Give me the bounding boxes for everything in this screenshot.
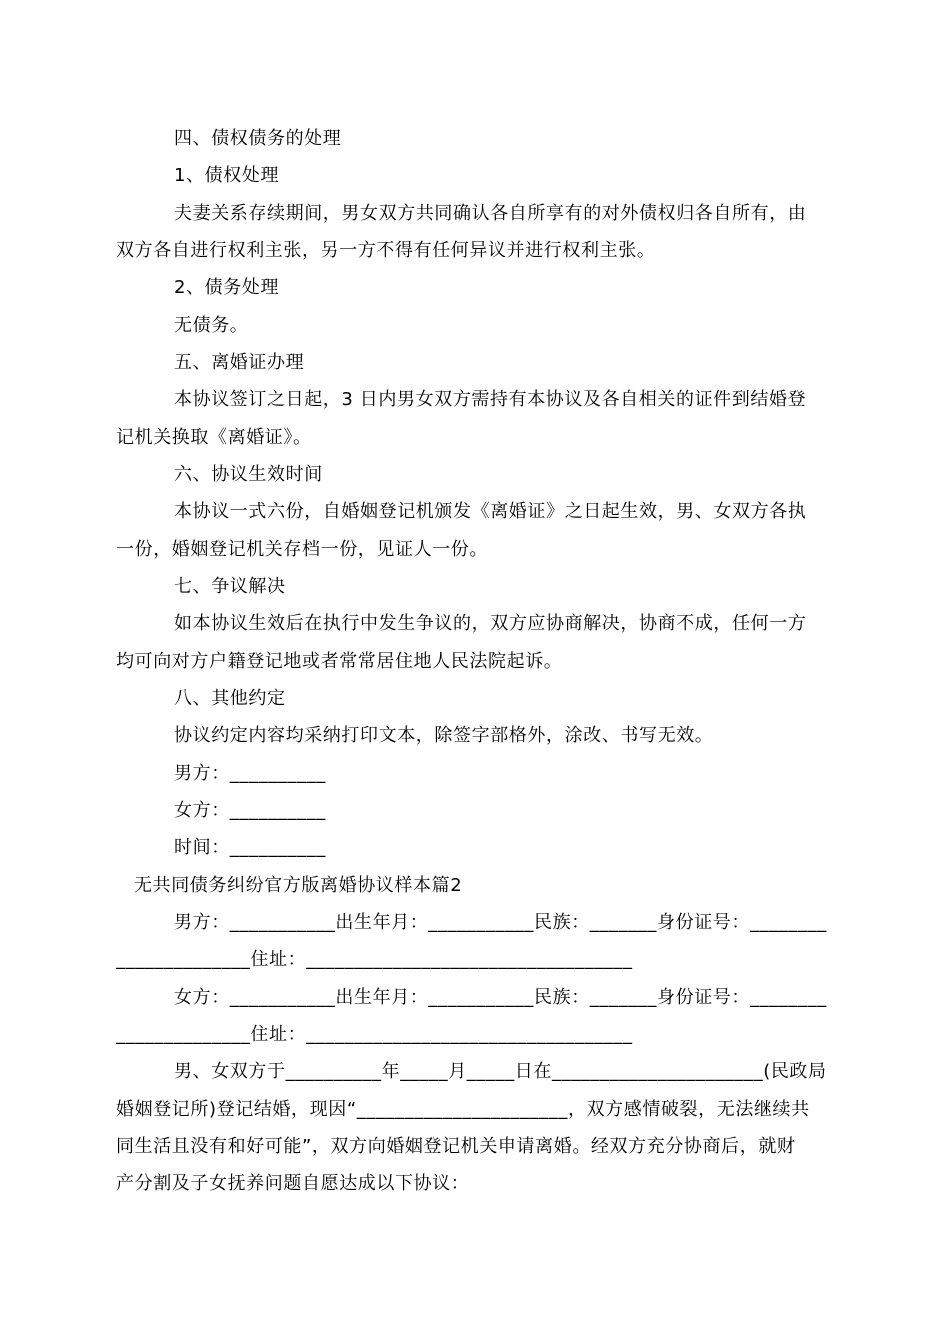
paragraph-line: 一份，婚姻登记机关存档一份，见证人一份。 — [116, 539, 488, 560]
intro-line-2: 婚姻登记所)登记结婚，现因“______________________，双方感情破裂，无法继续共 — [116, 1099, 810, 1120]
paragraph-line: 协议约定内容均采纳打印文本，除签字部格外，涂改、书写无效。 — [174, 725, 714, 746]
paragraph-line: 如本协议生效后在执行中发生争议的，双方应协商解决，协商不成，任何一方 — [174, 613, 807, 634]
signature-female: 女方：__________ — [174, 800, 326, 821]
document-title-2: 无共同债务纠纷官方版离婚协议样本篇2 — [134, 875, 463, 896]
paragraph-line: 均可向对方户籍登记地或者常常居住地人民法院起诉。 — [116, 651, 563, 672]
section-7-heading: 七、争议解决 — [174, 576, 286, 597]
signature-male: 男方：__________ — [174, 763, 326, 784]
paragraph-line: 本协议一式六份，自婚姻登记机颁发《离婚证》之日起生效，男、女双方各执 — [174, 501, 807, 522]
paragraph-line: 记机关换取《离婚证》。 — [116, 427, 312, 448]
section-5-heading: 五、离婚证办理 — [174, 352, 305, 373]
male-info-line-2: ______________住址：__________________________________ — [116, 949, 633, 970]
section-4-heading: 四、债权债务的处理 — [174, 128, 342, 149]
male-info-line-1: 男方：___________出生年月：___________民族：_______身份证号：________ — [174, 912, 827, 933]
section-4-sub-1: 1、债权处理 — [174, 165, 280, 186]
section-8-heading: 八、其他约定 — [174, 688, 286, 709]
intro-line-3: 同生活且没有和好可能”，双方向婚姻登记机关申请离婚。经双方充分协商后，就财 — [116, 1136, 796, 1157]
paragraph-line: 无债务。 — [174, 315, 249, 336]
female-info-line-1: 女方：___________出生年月：___________民族：_______身份证号：________ — [174, 987, 827, 1008]
signature-time: 时间：__________ — [174, 837, 326, 858]
female-info-line-2: ______________住址：__________________________________ — [116, 1024, 633, 1045]
paragraph-line: 夫妻关系存续期间，男女双方共同确认各自所享有的对外债权归各自所有，由 — [174, 203, 807, 224]
section-4-sub-2: 2、债务处理 — [174, 277, 280, 298]
intro-line-4: 产分割及子女抚养问题自愿达成以下协议： — [116, 1173, 470, 1194]
section-6-heading: 六、协议生效时间 — [174, 464, 323, 485]
paragraph-line: 本协议签订之日起，3 日内男女双方需持有本协议及各自相关的证件到结婚登 — [174, 389, 807, 410]
paragraph-line: 双方各自进行权利主张，另一方不得有任何异议并进行权利主张。 — [116, 240, 656, 261]
intro-line-1: 男、女双方于__________年_____月_____日在______________________(民政局 — [174, 1061, 827, 1082]
